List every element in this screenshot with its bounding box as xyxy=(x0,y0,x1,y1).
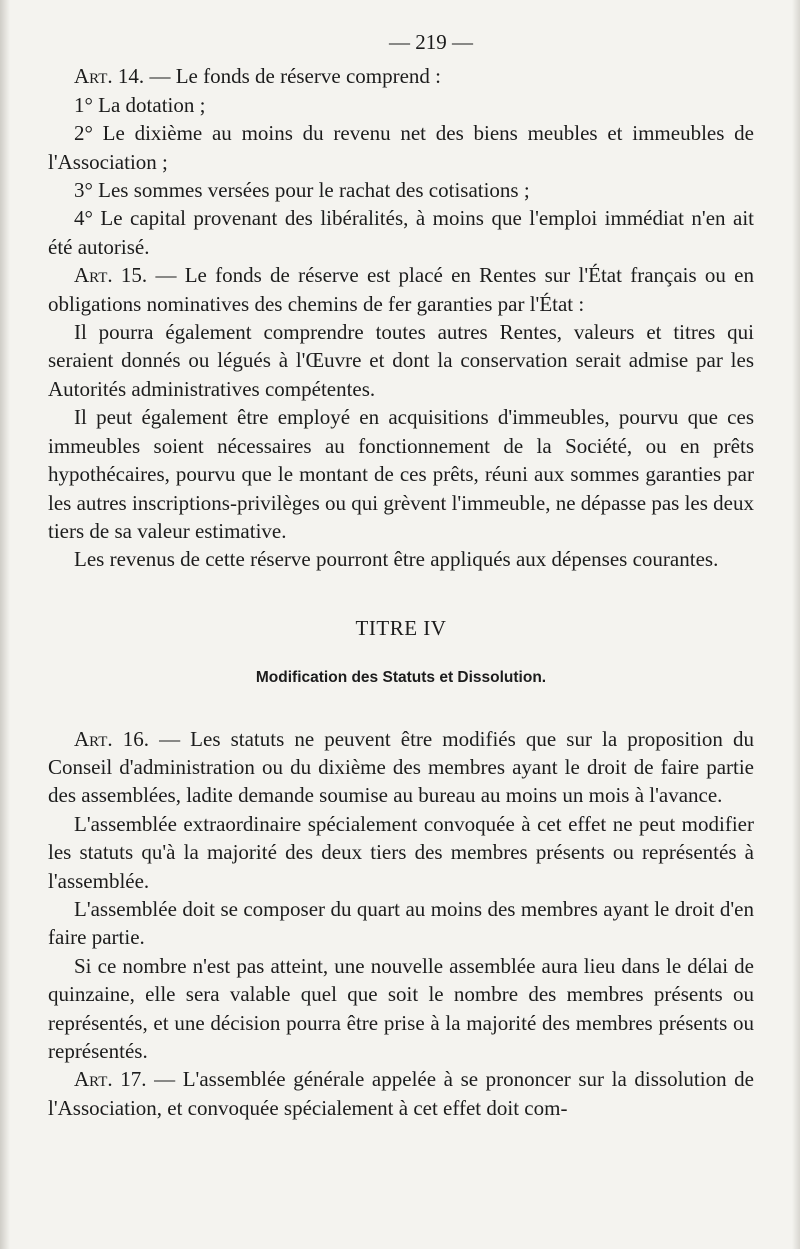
section-subtitle: Modification des Statuts et Dissolution. xyxy=(255,669,547,687)
article-15-paragraph-4: Les revenus de cette réserve pourront être appliqués aux dépenses courantes. xyxy=(74,547,719,572)
article-16-paragraph-2: L'assemblée extraordinaire spécialement convoquée à cet effet ne peut modifier les statuts qu'à la majorité des deux tiers des membres présents ou représentés à l'assemblée. xyxy=(48,811,754,893)
section-title: TITRE IV xyxy=(355,615,447,640)
article-text: — Le fonds de réserve est placé en Rentes sur l'État français ou en obligations nominatives des chemins de fer garanties par l'État : xyxy=(48,263,754,316)
article-14-item-1: 1° La dotation ; xyxy=(74,92,206,117)
article-16-paragraph-4: Si ce nombre n'est pas atteint, une nouvelle assemblée aura lieu dans le délai de quinzaine, elle sera valable quel que soit le nombre des membres présents ou représentés, et une décision pourra être prise à la majorité des membres présents ou représentés. xyxy=(48,953,754,1063)
article-15-paragraph-1 xyxy=(48,261,754,318)
article-17-paragraph-1 xyxy=(48,1065,754,1122)
article-label: Art. 17. xyxy=(74,1067,147,1092)
article-text: — Le fonds de réserve comprend : xyxy=(144,64,441,89)
article-text: — L'assemblée générale appelée à se prononcer sur la dissolution de l'Association, et convoquée spécialement à cet effet doit com- xyxy=(48,1067,754,1120)
article-label: Art. 16. xyxy=(74,726,150,751)
article-16-paragraph-3: L'assemblée doit se composer du quart au moins des membres ayant le droit d'en faire partie. xyxy=(48,896,754,950)
article-15-paragraph-3: Il peut également être employé en acquisitions d'immeubles, pourvu que ces immeubles soient nécessaires au fonctionnement de la Société, ou en prêts hypothécaires, pourvu que le montant de ces prêts, réuni aux sommes garanties par les autres inscriptions-privilèges ou qui grèvent l'immeuble, ne dépasse pas les deux tiers de sa valeur estimative. xyxy=(48,405,754,543)
article-14-item-3: 3° Les sommes versées pour le rachat des cotisations ; xyxy=(74,178,530,203)
article-label: Art. 15. xyxy=(74,263,148,288)
article-14-heading xyxy=(48,62,754,90)
article-label: Art. 14. xyxy=(74,64,145,89)
article-text: — Les statuts ne peuvent être modifiés que sur la proposition du Conseil d'administration ou du dixième des membres ayant le droit de faire partie des assemblées, ladite demande soumise au bureau au moins un mois à l'avance. xyxy=(48,726,754,808)
page-number: — 219 — xyxy=(389,30,473,54)
article-14-item-4: 4° Le capital provenant des libéralités, à moins que l'emploi immédiat n'en ait été autorisé. xyxy=(48,206,754,259)
article-14-item-2: 2° Le dixième au moins du revenu net des biens meubles et immeubles de l'Association ; xyxy=(48,121,754,174)
article-16-paragraph-1 xyxy=(48,725,754,810)
article-15-paragraph-2: Il pourra également comprendre toutes autres Rentes, valeurs et titres qui seraient donnés ou légués à l'Œuvre et dont la conservation serait admise par les Autorités administratives compétentes. xyxy=(48,320,754,401)
